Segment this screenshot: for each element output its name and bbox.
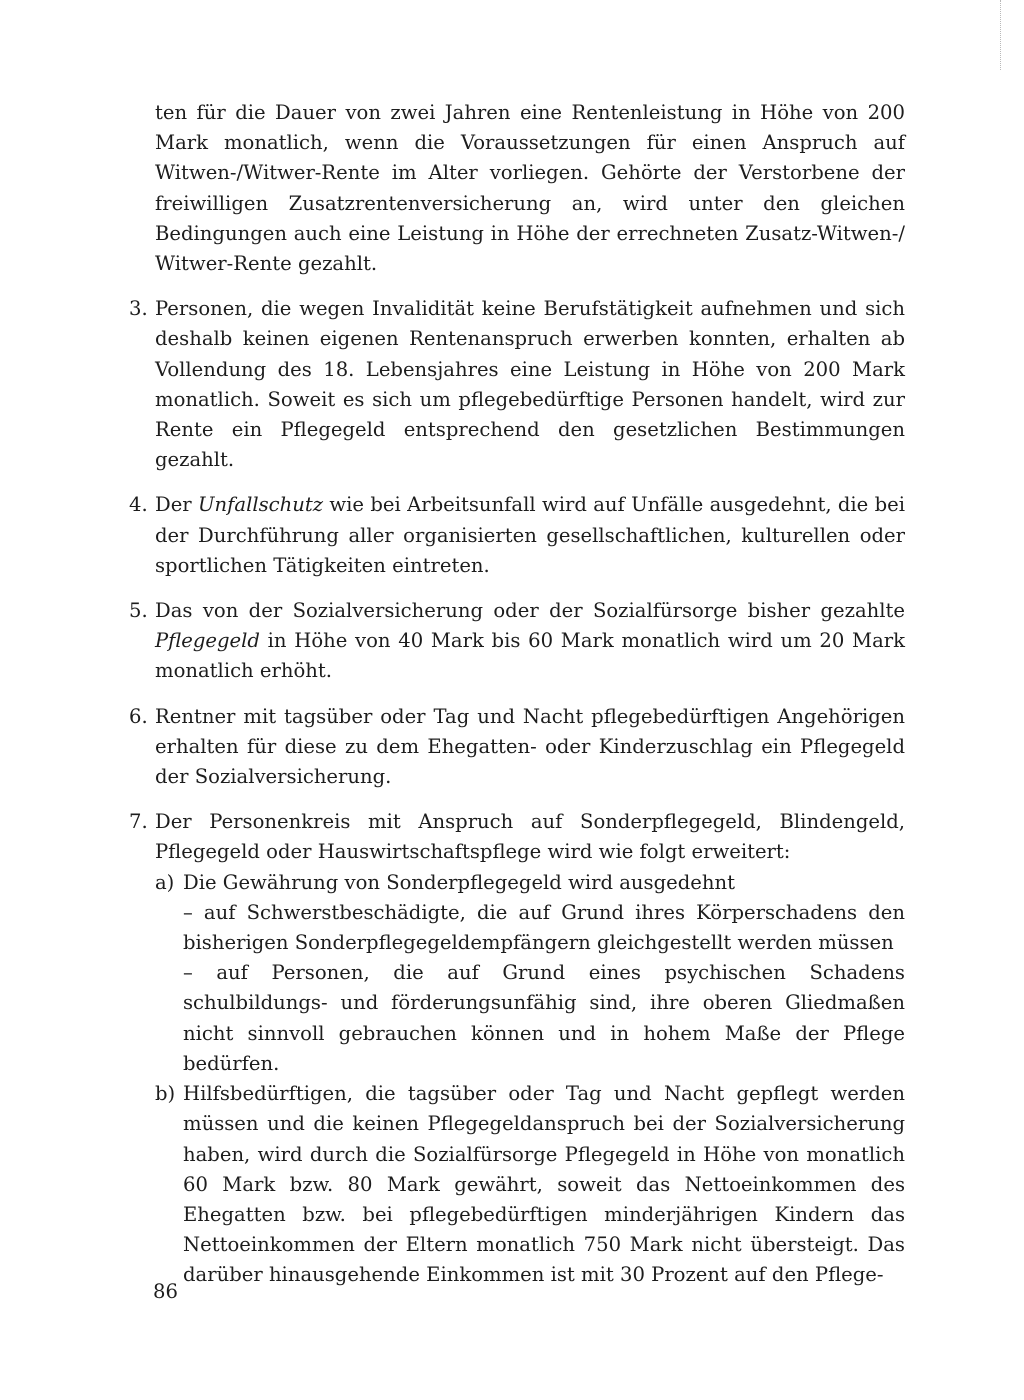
scan-edge-mark — [1000, 0, 1002, 70]
sub-item-letter: a) — [155, 870, 175, 894]
body-text — [129, 98, 906, 1291]
item-text-italic: Unfallschutz — [198, 493, 324, 517]
sub-item-a — [155, 868, 905, 1079]
item-text-pre: Das von der Sozialversicherung oder der Sozialfürsorge bisher gezahlte — [155, 599, 905, 623]
item-number: 5. — [129, 599, 148, 623]
sub-item-b — [155, 1079, 905, 1290]
item-text: Der Personenkreis mit Anspruch auf Sonderpflegegeld, Blindengeld, Pflegegeld oder Hauswirtschaftspflege wird wie folgt erweitert: — [155, 810, 905, 864]
sub-item-dash-1: – auf Schwerstbeschädigte, die auf Grund ihres Körperschadens den bisherigen Sonderpflegegeldempfängern gleichgestellt werden müssen — [183, 900, 905, 955]
item-text: Personen, die wegen Invalidität keine Berufstätigkeit aufnehmen und sich deshalb keinen eigenen Rentenanspruch erwerben konnten, erhalten ab Vollendung des 18. Lebensjahres eine Leistung in Höhe von 200 Mark monatlich. Soweit es sich um pflegebedürftige Personen handelt, wird zur Rente ein Pflegegeld entsprechend den gesetzlichen Bestimmungen gezahlt. — [155, 297, 905, 472]
item-number: 4. — [129, 493, 148, 517]
item-text: Rentner mit tagsüber oder Tag und Nacht pflegebedürftigen Angehörigen erhalten für diese zu dem Ehegatten- oder Kinderzuschlag ein Pflegegeld der Sozialversicherung. — [155, 704, 905, 789]
list-item-5 — [129, 596, 905, 687]
list-item-4 — [129, 490, 906, 581]
sub-item-text: Die Gewährung von Sonderpflegegeld wird ausgedehnt — [183, 870, 735, 894]
item-number: 7. — [129, 810, 148, 834]
item-text-italic: Pflegegeld — [155, 629, 260, 653]
list-item-6 — [129, 702, 905, 793]
item-text-pre: Der — [155, 493, 198, 517]
item-text-post: in Höhe von 40 Mark bis 60 Mark monatlich wird um 20 Mark monatlich erhöht. — [155, 629, 905, 683]
sub-item-dash-2: – auf Personen, die auf Grund eines psychischen Schadens schulbildungs- und förderungsunfähig sind, ihre oberen Gliedmaßen nicht sinnvoll gebrauchen können und in hohem Maße der Pflege bedürfen. — [183, 961, 905, 1075]
item-text-post: wie bei Arbeitsunfall wird auf Unfälle ausgedehnt, die bei der Durchführung aller organisierten gesellschaftlichen, kulturellen oder sportlichen Tätigkeiten eintreten. — [155, 493, 906, 577]
page-number: 86 — [153, 1280, 178, 1303]
continuation-paragraph: ten für die Dauer von zwei Jahren eine Rentenleistung in Höhe von 200 Mark monatlich, wenn die Voraussetzungen für einen Anspruch auf Witwen-/Witwer-Rente im Alter vorliegen. Gehörte der Verstorbene der freiwilligen Zusatzrentenversicherung an, wird unter den gleichen Bedingungen auch eine Leistung in Höhe der errechneten Zusatz-Witwen-/ Witwer-Rente gezahlt. — [155, 101, 905, 276]
list-item-3 — [129, 294, 905, 475]
sub-item-text: Hilfsbedürftigen, die tagsüber oder Tag und Nacht gepflegt werden müssen und die keinen Pflegegeldanspruch bei der Sozialversicherung haben, wird durch die Sozialfürsorge Pflegegeld in Höhe von monatlich 60 Mark bzw. 80 Mark gewährt, soweit das Nettoeinkommen des Ehegatten bzw. bei pflegebedürftigen minderjährigen Kindern das Nettoeinkommen der Eltern monatlich 750 Mark nicht übersteigt. Das darüber hinausgehende Einkommen ist mit 30 Prozent auf den Pflege- — [183, 1082, 905, 1287]
item-number: 6. — [129, 704, 148, 728]
sub-item-letter: b) — [155, 1082, 176, 1106]
list-item-7 — [129, 807, 905, 1290]
item-number: 3. — [129, 297, 148, 321]
